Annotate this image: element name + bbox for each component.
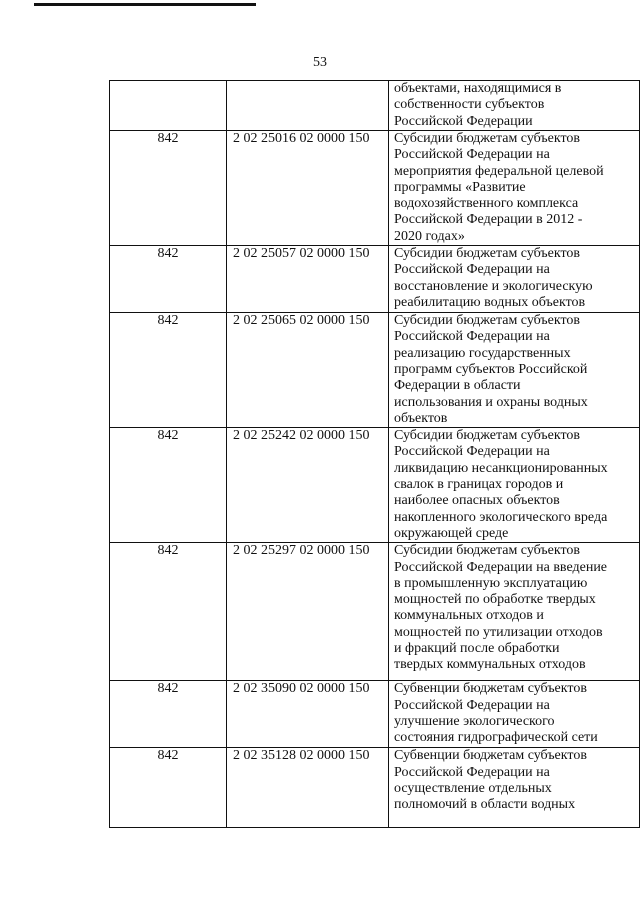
admin-code-cell: 842 xyxy=(110,313,227,428)
admin-code-cell: 842 xyxy=(110,543,227,681)
admin-code-cell: 842 xyxy=(110,428,227,543)
admin-code-cell: 842 xyxy=(110,748,227,828)
budget-code-cell: 2 02 25297 02 0000 150 xyxy=(227,543,389,681)
table-row xyxy=(110,246,640,313)
table-row xyxy=(110,681,640,748)
revenue-name-cell: Субсидии бюджетам субъектов Российской Федерации на мероприятия федеральной целевой программы «Развитие водохозяйственного комплекса Российской Федерации в 2012 - 2020 годах» xyxy=(394,131,604,244)
table-row xyxy=(110,131,640,246)
admin-code-cell xyxy=(110,81,227,131)
budget-code-cell: 2 02 25057 02 0000 150 xyxy=(227,246,389,313)
budget-code-cell xyxy=(227,81,389,131)
table-row xyxy=(110,313,640,428)
table-row xyxy=(110,428,640,543)
table-row xyxy=(110,748,640,828)
page-number: 53 xyxy=(313,55,327,70)
table-row xyxy=(110,543,640,681)
budget-code-cell: 2 02 35128 02 0000 150 xyxy=(227,748,389,828)
admin-code-cell: 842 xyxy=(110,681,227,748)
admin-code-cell: 842 xyxy=(110,131,227,246)
budget-classification-table xyxy=(109,80,640,828)
revenue-name-cell: Субсидии бюджетам субъектов Российской Федерации на введение в промышленную эксплуатацию мощностей по обработке твердых коммунальных отходов и мощностей по утилизации отходов и фракций после обработки твердых коммунальных отходов xyxy=(394,543,608,673)
admin-code-cell: 842 xyxy=(110,246,227,313)
revenue-name-cell: Субвенции бюджетам субъектов Российской Федерации на улучшение экологического состояния гидрографической сети xyxy=(394,681,598,746)
budget-code-cell: 2 02 35090 02 0000 150 xyxy=(227,681,389,748)
revenue-name-cell: объектами, находящимися в собственности субъектов Российской Федерации xyxy=(394,81,562,129)
budget-code-cell: 2 02 25065 02 0000 150 xyxy=(227,313,389,428)
table-row xyxy=(110,81,640,131)
header-rule xyxy=(34,3,256,6)
revenue-name-cell: Субвенции бюджетам субъектов Российской Федерации на осуществление отдельных полномочий в области водных xyxy=(394,748,587,813)
budget-code-cell: 2 02 25242 02 0000 150 xyxy=(227,428,389,543)
revenue-name-cell: Субсидии бюджетам субъектов Российской Федерации на реализацию государственных программ субъектов Российской Федерации в области использования и охраны водных объектов xyxy=(394,313,588,426)
revenue-name-cell: Субсидии бюджетам субъектов Российской Федерации на ликвидацию несанкционированных свалок в границах городов и наиболее опасных объектов накопленного экологического вреда окружающей среде xyxy=(394,428,608,541)
revenue-name-cell: Субсидии бюджетам субъектов Российской Федерации на восстановление и экологическую реабилитацию водных объектов xyxy=(394,246,593,310)
budget-code-cell: 2 02 25016 02 0000 150 xyxy=(227,131,389,246)
